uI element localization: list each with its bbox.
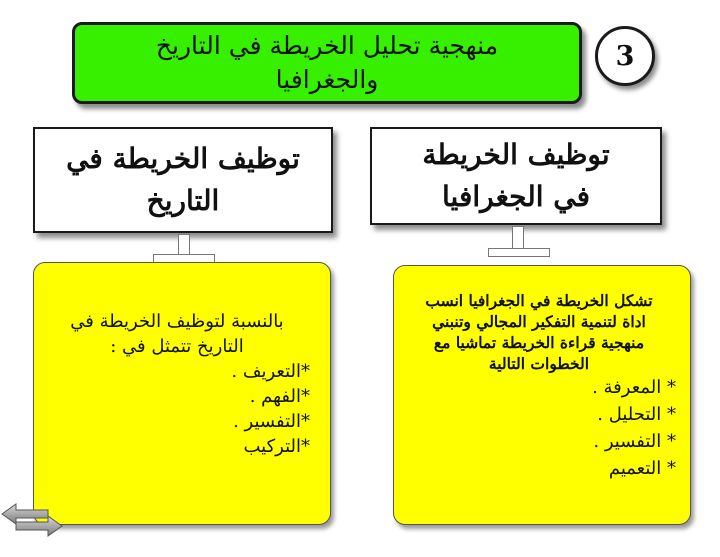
history-intro	[44, 309, 310, 359]
geography-connector-stem	[512, 226, 524, 250]
title-box	[72, 22, 582, 104]
history-item-interpretation: *التفسير .	[233, 411, 310, 432]
slide-title	[156, 29, 498, 97]
history-intro-line-2: التاريخ تتمثل في :	[110, 336, 244, 357]
history-heading-line-2: التاريخ	[146, 184, 220, 217]
geography-item-generalization: * التعميم	[608, 458, 676, 479]
history-heading-line-1: توظيف الخريطة في	[66, 142, 300, 175]
geography-heading-line-1: توظيف الخريطة	[422, 138, 610, 171]
geography-heading-box	[370, 127, 662, 225]
geography-content-box	[393, 265, 691, 525]
geography-heading-line-2: في الجغرافيا	[442, 180, 590, 213]
history-content-box	[33, 262, 331, 525]
history-item-definition: *التعريف .	[231, 361, 310, 382]
geography-connector-cap	[488, 248, 550, 257]
slide-title-line-1: منهجية تحليل الخريطة في التاريخ	[155, 31, 499, 60]
geography-intro-line-4: الخطوات التالية	[488, 354, 590, 373]
slide-title-line-2: والجغرافيا	[275, 65, 379, 94]
history-heading-box	[33, 127, 333, 233]
geography-intro-line-3: منهجية قراءة الخريطة تماشيا مع	[433, 333, 645, 352]
history-connector-stem	[178, 234, 190, 256]
geography-intro-line-1: تشكل الخريطة في الجغرافيا انسب	[425, 291, 653, 310]
geography-intro-line-2: اداة لتنمية التفكير المجالي وتنبني	[432, 312, 646, 331]
history-intro-line-1: بالنسبة لتوظيف الخريطة في	[70, 311, 284, 332]
arrows-graphic	[0, 500, 64, 540]
back-forward-arrows-icon[interactable]	[0, 500, 64, 540]
slide-number-badge: 3	[595, 26, 655, 86]
history-item-synthesis: *التركيب	[243, 436, 310, 457]
geography-intro	[402, 290, 676, 374]
geography-item-knowledge: * المعرفة .	[592, 377, 676, 398]
geography-item-analysis: * التحليل .	[597, 404, 676, 425]
history-item-understanding: *الفهم .	[249, 386, 310, 407]
geography-item-interpretation: * التفسير .	[593, 431, 676, 452]
